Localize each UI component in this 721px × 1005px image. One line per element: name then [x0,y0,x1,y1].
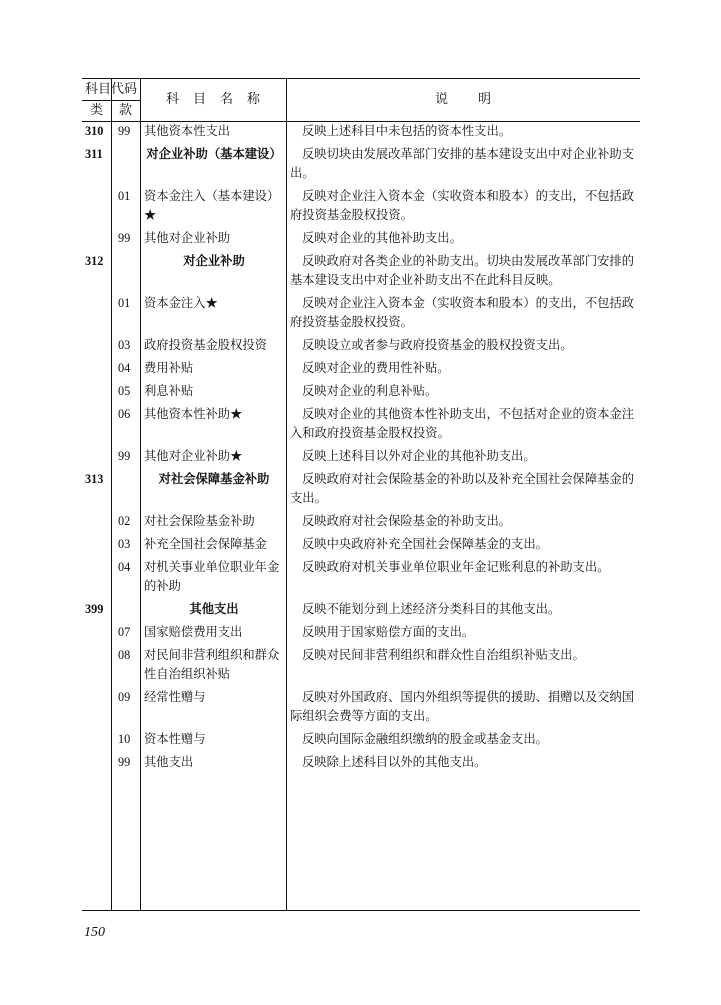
description-cell: 反映政府对社会保险基金的补助支出。 [302,514,512,528]
item-code-cell: 99 [118,449,131,463]
table-row [82,145,640,183]
item-code-cell: 08 [118,648,131,662]
class-code-cell [82,512,111,531]
description-cell: 反映除上述科目以外的其他支出。 [302,755,487,769]
item-code-cell: 99 [118,755,131,769]
subject-name-cell: 资本金注入★ [144,296,218,310]
subject-name-cell: 其他对企业补助★ [144,449,243,463]
class-code-cell [82,558,111,596]
description-cell: 反映设立或者参与政府投资基金的股权投资支出。 [302,338,573,352]
description-cell: 反映中央政府补充全国社会保障基金的支出。 [302,537,548,551]
class-code-cell [82,688,111,726]
page-number: 150 [84,925,105,940]
description-cell: 反映对企业注入资本金（实收资本和股本）的支出，不包括政府投资基金股权投资。 [290,296,635,329]
item-code-cell: 01 [118,189,131,203]
subject-name-cell: 对企业补助（基本建设） [146,147,282,161]
class-code-cell [82,229,111,248]
class-code-cell [82,623,111,642]
subject-name-cell: 对民间非营利组织和群众性自治组织补贴 [144,648,280,681]
item-code-cell: 06 [118,407,131,421]
table-row [82,229,640,248]
item-code-cell: 03 [118,537,131,551]
class-code-cell: 312 [85,254,104,268]
description-cell: 反映政府对机关事业单位职业年金记账利息的补助支出。 [302,560,610,574]
description-cell: 反映向国际金融组织缴纳的股金或基金支出。 [302,732,548,746]
subject-name-cell: 利息补贴 [144,384,194,398]
class-code-cell: 311 [85,147,103,161]
description-cell: 反映对企业的费用性补贴。 [302,361,450,375]
description-cell: 反映上述科目以外对企业的其他补助支出。 [302,449,536,463]
subject-name-cell: 对企业补助 [183,254,245,268]
item-code-cell: 99 [118,124,131,138]
description-cell: 反映政府对各类企业的补助支出。切块由发展改革部门安排的基本建设支出中对企业补助支出不在此科目反映。 [290,254,635,287]
item-code-cell: 99 [118,231,131,245]
subject-name-cell: 政府投资基金股权投资 [144,338,267,352]
subject-name-cell: 资本性赠与 [144,732,206,746]
class-code-cell: 310 [85,124,104,138]
table-row [82,294,640,332]
class-code-cell [82,336,111,355]
description-cell: 反映对企业注入资本金（实收资本和股本）的支出，不包括政府投资基金股权投资。 [290,189,635,222]
class-code-cell [82,405,111,443]
subject-name-cell: 其他支出 [189,602,239,616]
description-cell: 反映政府对社会保险基金的补助以及补充全国社会保障基金的支出。 [290,472,635,505]
description-cell: 反映对企业的利息补贴。 [302,384,438,398]
description-cell: 反映切块由发展改革部门安排的基本建设支出中对企业补助支出。 [290,147,635,180]
subject-name-cell: 费用补贴 [144,361,194,375]
item-code-cell [111,145,140,183]
table-bottom-rule [82,910,640,911]
table-row [82,336,640,355]
item-code-cell: 10 [118,732,131,746]
table-body [82,122,640,772]
description-cell: 反映对外国政府、国内外组织等提供的援助、捐赠以及交纳国际组织会费等方面的支出。 [290,690,635,723]
table-row [82,382,640,401]
table-row [82,187,640,225]
class-code-cell [82,294,111,332]
description-cell: 反映不能划分到上述经济分类科目的其他支出。 [302,602,561,616]
subject-name-cell: 其他资本性支出 [144,124,231,138]
subject-name-cell: 对社会保障基金补助 [158,472,270,486]
description-cell: 反映上述科目中未包括的资本性支出。 [302,124,512,138]
header-class: 类 [89,103,103,118]
header-item: 款 [118,103,132,118]
header-subject-code: 科目代码 [84,82,137,97]
table-row [82,122,640,141]
item-code-cell [111,252,140,290]
subject-name-cell: 其他对企业补助 [144,231,231,245]
class-code-cell [82,730,111,749]
table-row [82,623,640,642]
table-row [82,535,640,554]
subject-name-cell: 对社会保险基金补助 [144,514,255,528]
subject-name-cell: 其他支出 [144,755,194,769]
description-cell: 反映用于国家赔偿方面的支出。 [302,625,475,639]
table-top-rule [82,78,640,79]
item-code-cell [111,600,140,619]
item-code-cell: 05 [118,384,131,398]
item-code-cell: 04 [118,361,131,375]
description-cell: 反映对民间非营利组织和群众性自治组织补贴支出。 [302,648,585,662]
table-row [82,600,640,619]
table-row [82,252,640,290]
class-code-cell [82,646,111,684]
item-code-cell: 07 [118,625,131,639]
table-row [82,359,640,378]
class-code-cell: 399 [85,602,104,616]
class-code-cell: 313 [85,472,104,486]
class-code-cell [82,447,111,466]
item-code-cell: 04 [118,560,131,574]
table-row [82,512,640,531]
class-code-cell [82,187,111,225]
table-row [82,753,640,772]
subject-name-cell: 对机关事业单位职业年金的补助 [144,560,280,593]
item-code-cell: 09 [118,690,131,704]
description-cell: 反映对企业的其他补助支出。 [302,231,462,245]
table-row [82,405,640,443]
subject-name-cell: 经常性赠与 [144,690,206,704]
subject-name-cell: 其他资本性补助★ [144,407,243,421]
header-subject-name: 科目名称 [165,92,274,107]
subject-name-cell: 国家赔偿费用支出 [144,625,243,639]
item-code-cell: 02 [118,514,131,528]
header-description: 说明 [434,92,521,107]
table-row [82,558,640,596]
table-row [82,447,640,466]
subject-name-cell: 补充全国社会保障基金 [144,537,267,551]
class-code-cell [82,535,111,554]
class-code-cell [82,753,111,772]
table-row [82,470,640,508]
subject-name-cell: 资本金注入（基本建设）★ [144,189,280,222]
description-cell: 反映对企业的其他资本性补助支出，不包括对企业的资本金注入和政府投资基金股权投资。 [290,407,635,440]
item-code-cell: 01 [118,296,131,310]
class-code-cell [82,382,111,401]
item-code-cell [111,470,140,508]
item-code-cell: 03 [118,338,131,352]
class-code-cell [82,359,111,378]
table-row [82,688,640,726]
table-row [82,730,640,749]
table-row [82,646,640,684]
